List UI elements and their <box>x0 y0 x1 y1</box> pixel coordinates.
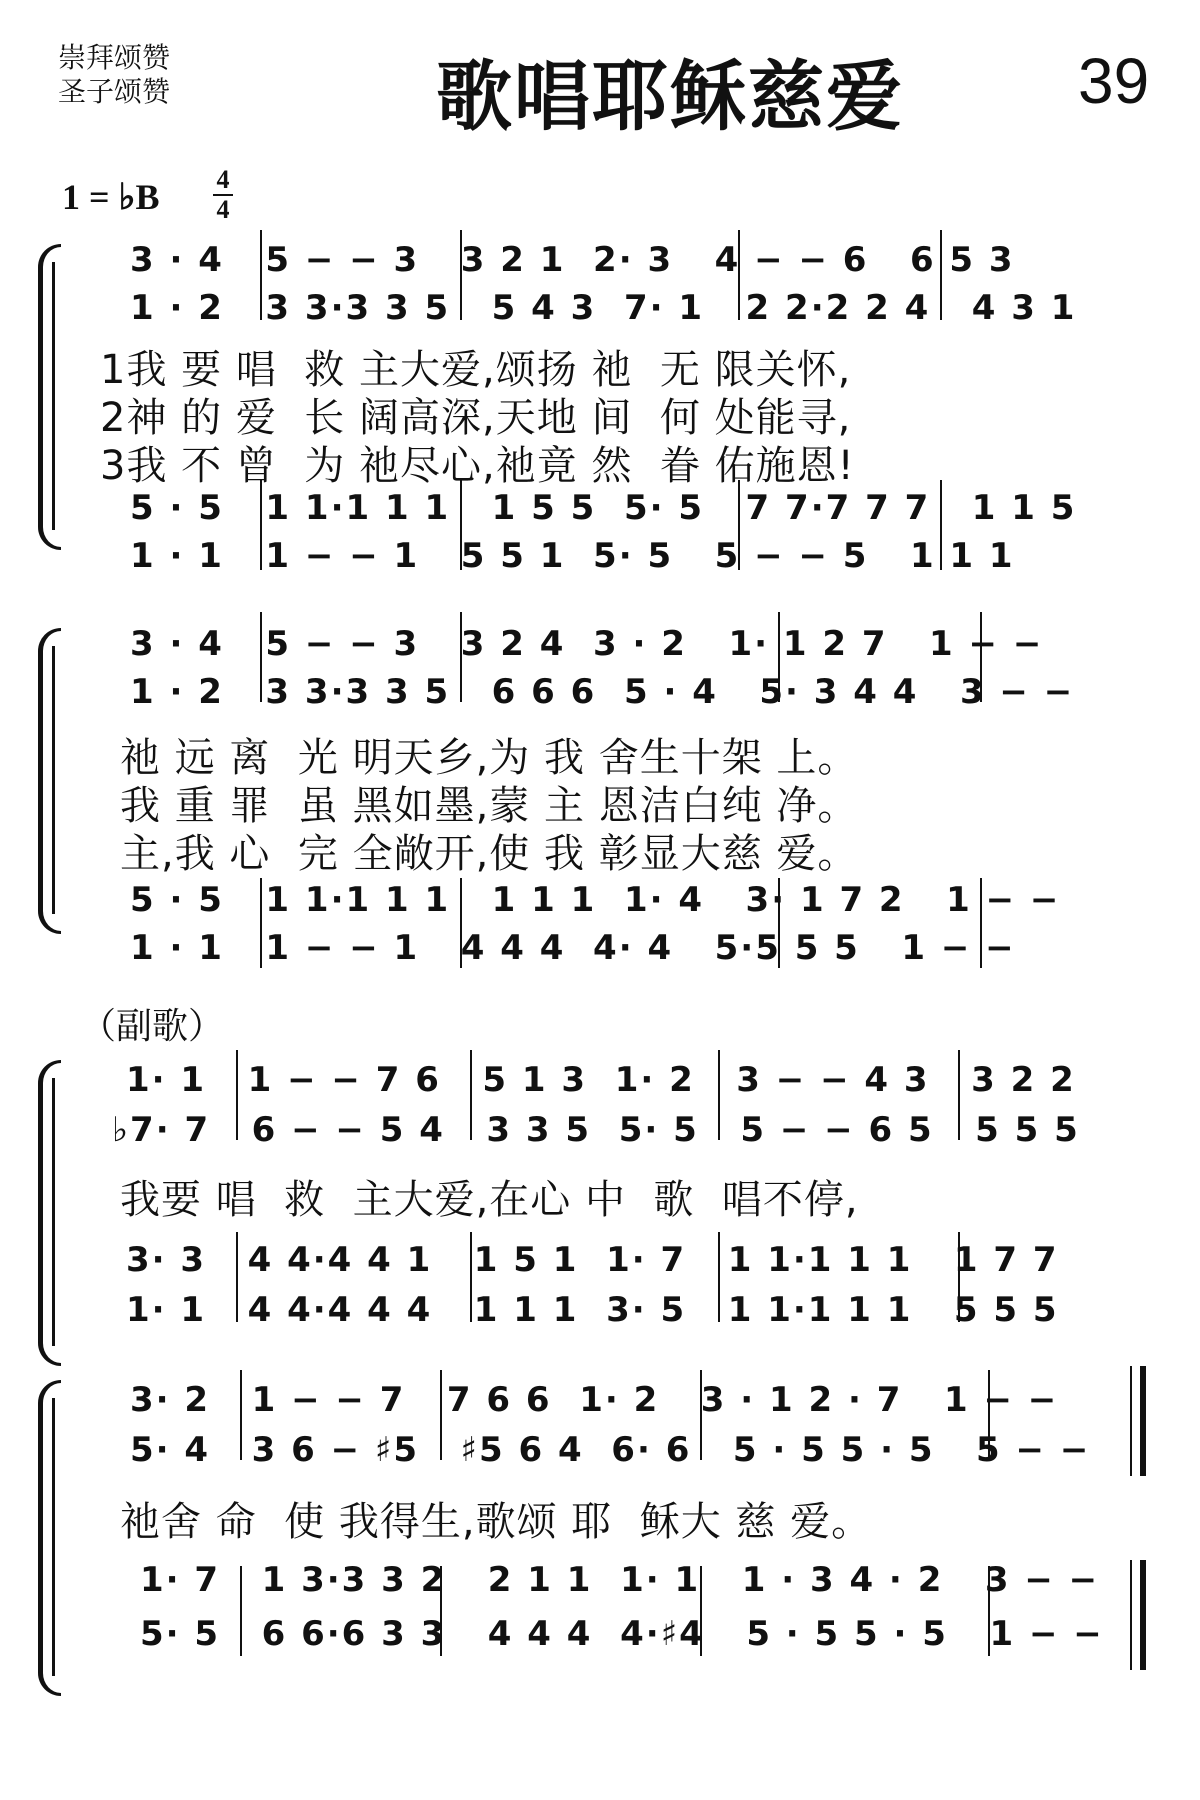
system-3-brace-line <box>52 1078 55 1346</box>
tenor-notes: 3· 3 4 4·4 4 1 1 5 1 1· 7 1 1·1 1 1 1 7 7 <box>126 1240 1059 1280</box>
system-1-brace-line <box>52 262 55 530</box>
lyric-verse-3: 3我 不 曾 为 祂尽心,祂竟 然 眷 佑施恩! <box>100 443 855 489</box>
system-4-brace-line <box>52 1398 55 1676</box>
soprano-notes: 3 · 4 5 − − 3 3 2 1 2· 3 4 − − 6 6 5 3 <box>130 240 1015 280</box>
bass-notes: 5· 5 6 6·6 3 3 4 4 4 4·♯4 5 · 5 5 · 5 1 − − <box>140 1614 1104 1654</box>
chorus-label: （副歌） <box>80 1006 225 1047</box>
time-signature-top: 4 <box>216 165 230 194</box>
hymnbook-section-label: 圣子颂赞 <box>58 75 171 108</box>
final-barline-thin <box>1130 1560 1132 1670</box>
final-barline <box>1140 1560 1146 1670</box>
chorus-lyric: 祂舍 命 使 我得生,歌颂 耶 稣大 慈 爱。 <box>120 1499 873 1545</box>
hymn-title: 歌唱耶稣慈爱 <box>436 52 904 141</box>
tenor-notes: 5 · 5 1 1·1 1 1 1 5 5 5· 5 7 7·7 7 7 1 1 5 <box>130 488 1077 528</box>
final-barline-thin <box>1130 1366 1132 1476</box>
key-signature: 1 = ♭B <box>62 177 160 217</box>
system-2-brace-line <box>52 646 55 914</box>
alto-notes: 1 · 2 3 3·3 3 5 6 6 6 5 · 4 5· 3 4 4 3 − − <box>130 672 1075 712</box>
soprano-notes: 3 · 4 5 − − 3 3 2 4 3 · 2 1· 1 2 7 1 − − <box>130 624 1044 664</box>
alto-notes: 1 · 2 3 3·3 3 5 5 4 3 7· 1 2 2·2 2 4 4 3 1 <box>130 288 1077 328</box>
page-number: 39 <box>1078 45 1150 117</box>
bass-notes: 1 · 1 1 − − 1 4 4 4 4· 4 5·5 5 5 1 − − <box>130 928 1016 968</box>
time-signature-bottom: 4 <box>216 195 230 224</box>
lyric-verse-1: 祂 远 离 光 明天乡,为 我 舍生十架 上。 <box>120 735 859 781</box>
tenor-notes: 1· 7 1 3·3 3 2 2 1 1 1· 1 1 · 3 4 · 2 3 − − <box>140 1560 1100 1600</box>
bass-notes: 1 · 1 1 − − 1 5 5 1 5· 5 5 − − 5 1 1 1 <box>130 536 1015 576</box>
tenor-notes: 5 · 5 1 1·1 1 1 1 1 1 1· 4 3· 1 7 2 1 − − <box>130 880 1061 920</box>
alto-notes: ♭7· 7 6 − − 5 4 3 3 5 5· 5 5 − − 6 5 5 5 5 <box>112 1110 1080 1150</box>
final-barline <box>1140 1366 1146 1476</box>
soprano-notes: 3· 2 1 − − 7 7 6 6 1· 2 3 · 1 2 · 7 1 − − <box>130 1380 1059 1420</box>
system-3-brace <box>38 1060 61 1366</box>
bass-notes: 1· 1 4 4·4 4 4 1 1 1 3· 5 1 1·1 1 1 5 5 5 <box>126 1290 1059 1330</box>
lyric-verse-1: 1我 要 唱 救 主大爱,颂扬 祂 无 限关怀, <box>100 347 852 393</box>
lyric-verse-2: 我 重 罪 虽 黑如墨,蒙 主 恩洁白纯 净。 <box>120 783 859 829</box>
hymnbook-label: 崇拜颂赞 <box>58 41 171 74</box>
lyric-verse-2: 2神 的 爱 长 阔高深,天地 间 何 处能寻, <box>100 395 852 441</box>
system-2-brace <box>38 628 61 934</box>
system-4-brace <box>38 1380 61 1696</box>
time-signature <box>208 165 238 224</box>
alto-notes: 5· 4 3 6 − ♯5 ♯5 6 4 6· 6 5 · 5 5 · 5 5 − − <box>130 1430 1091 1470</box>
lyric-verse-3: 主,我 心 完 全敞开,使 我 彰显大慈 爱。 <box>120 831 859 877</box>
system-1-brace <box>38 244 61 550</box>
soprano-notes: 1· 1 1 − − 7 6 5 1 3 1· 2 3 − − 4 3 3 2 2 <box>126 1060 1076 1100</box>
chorus-lyric: 我要 唱 救 主大爱,在心 中 歌 唱不停, <box>120 1177 859 1223</box>
